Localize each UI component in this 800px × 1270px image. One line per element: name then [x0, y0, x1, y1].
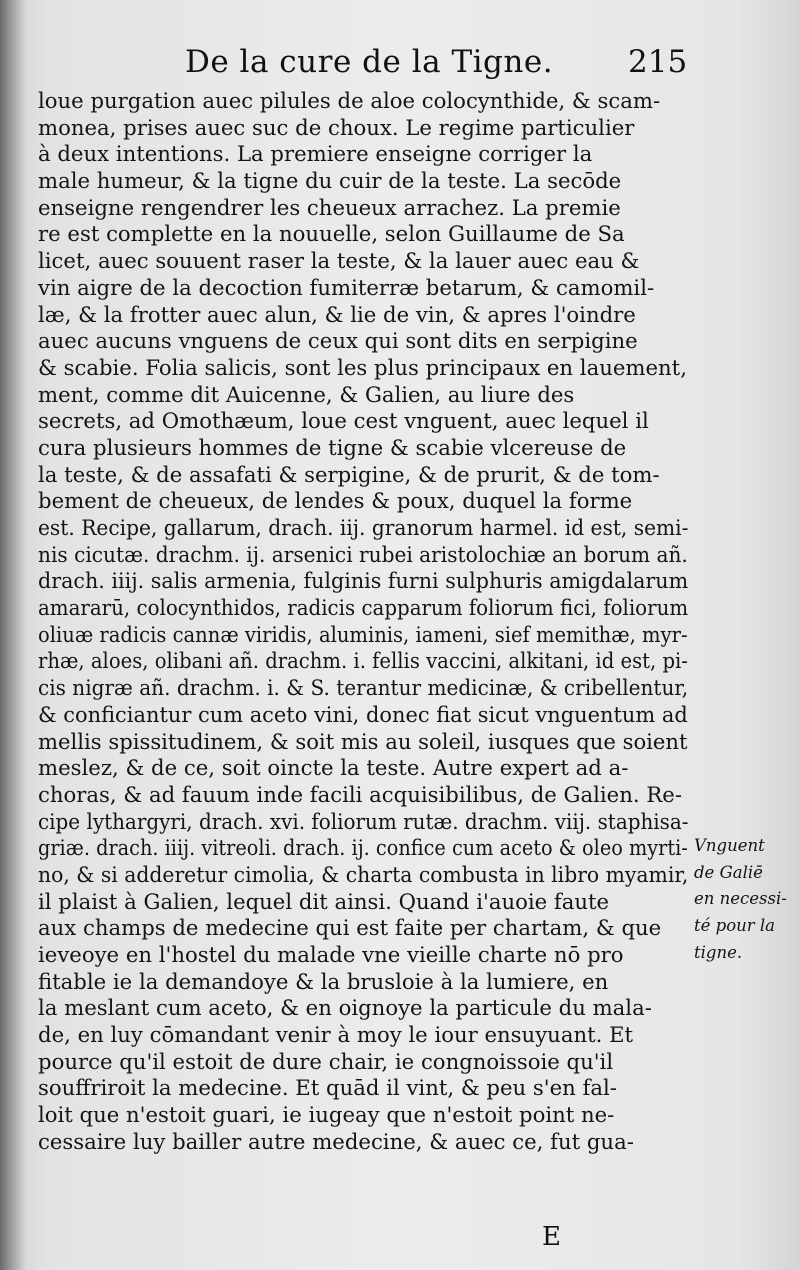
text-line: no, & si adderetur cimolia, & charta combusta in libro myamir,: [38, 861, 689, 887]
text-line: est. Recipe, gallarum, drach. iij. granorum harmel. id est, semi-: [38, 515, 689, 540]
text-line: amararū, colocynthidos, radicis capparum foliorum fici, foliorum: [38, 595, 689, 621]
text-line: fitable ie la demandoye & la brusloie à la lumiere, en: [38, 968, 609, 994]
text-line: mellis spissitudinem, & soit mis au soleil, iusques que soient: [38, 728, 688, 754]
page-gutter-shadow: [0, 0, 26, 1270]
text-line: male humeur, & la tigne du cuir de la teste. La secōde: [38, 168, 622, 194]
text-line: ieveoye en l'hostel du malade vne vieille charte nō pro: [38, 942, 624, 967]
text-line: à deux intentions. La premiere enseigne corriger la: [38, 141, 593, 167]
text-line: & scabie. Folia salicis, sont les plus principaux en lauement,: [38, 354, 687, 380]
margin-note: [694, 833, 798, 966]
text-line: souffriroit la medecine. Et quād il vint, & peu s'en fal-: [38, 1075, 617, 1101]
text-line: choras, & ad fauum inde facili acquisibilibus, de Galien. Re-: [38, 781, 682, 807]
text-line: drach. iiij. salis armenia, fulginis furni sulphuris amigdalarum: [38, 568, 689, 594]
text-line: il plaist à Galien, lequel dit ainsi. Quand i'auoie faute: [38, 888, 610, 914]
text-line: secrets, ad Omothæum, loue cest vnguent, auec lequel il: [38, 408, 649, 434]
margin-note-line: en necessi-: [694, 889, 787, 909]
text-line: monea, prises auec suc de choux. Le regime particulier: [38, 114, 635, 140]
text-line: pource qu'il estoit de dure chair, ie congnoissoie qu'il: [38, 1048, 614, 1074]
margin-note-line: de Galiē: [694, 862, 763, 882]
margin-note-line: té pour la: [694, 916, 776, 936]
text-line: la meslant cum aceto, & en oignoye la particule du mala-: [38, 995, 652, 1021]
page-header: [0, 44, 800, 90]
text-line: aux champs de medecine qui est faite per chartam, & que: [38, 915, 662, 941]
text-line: ment, comme dit Auicenne, & Galien, au liure des: [38, 381, 575, 407]
text-line: cura plusieurs hommes de tigne & scabie vlcereuse de: [38, 434, 627, 460]
text-line: cipe lythargyri, drach. xvi. foliorum rutæ. drachm. viij. staphisa-: [38, 808, 689, 834]
margin-note-line: tigne.: [694, 942, 743, 962]
text-line: licet, auec souuent raser la teste, & la lauer auec eau &: [38, 248, 640, 274]
text-line: cis nigræ añ. drachm. i. & S. terantur medicinæ, & cribellentur,: [38, 675, 689, 701]
running-title: De la cure de la Tigne.: [185, 44, 554, 80]
text-line: re est complette en la nouuelle, selon Guillaume de Sa: [38, 221, 625, 247]
text-line: griæ. drach. iiij. vitreoli. drach. ij. confice cum aceto & oleo myrti-: [38, 835, 688, 861]
page-number: 215: [628, 44, 688, 80]
text-line: & conficiantur cum aceto vini, donec fiat sicut vnguentum ad: [38, 701, 688, 727]
text-line: enseigne rengendrer les cheueux arrachez. La premie: [38, 194, 621, 220]
text-line: oliuæ radicis cannæ viridis, aluminis, iameni, sief memithæ, myr-: [38, 621, 688, 647]
text-line: læ, & la frotter auec alun, & lie de vin, & apres l'oindre: [38, 301, 636, 327]
text-line: de, en luy cōmandant venir à moy le iour ensuyuant. Et: [38, 1022, 634, 1048]
text-line: loit que n'estoit guari, ie iugeay que n'estoit point ne-: [38, 1102, 615, 1128]
text-line: bement de cheueux, de lendes & poux, duquel la forme: [38, 488, 633, 514]
text-line: cessaire luy bailler autre medecine, & auec ce, fut gua-: [38, 1128, 634, 1154]
text-line: la teste, & de assafati & serpigine, & de prurit, & de tom-: [38, 461, 660, 487]
signature-mark: E: [542, 1222, 561, 1252]
text-line: rhæ, aloes, olibani añ. drachm. i. fellis vaccini, alkitani, id est, pi-: [38, 648, 688, 674]
text-line: nis cicutæ. drachm. ij. arsenici rubei aristolochiæ an borum añ.: [38, 541, 688, 567]
text-line: loue purgation auec pilules de aloe colocynthide, & scam-: [38, 88, 661, 113]
text-line: vin aigre de la decoction fumiterræ betarum, & camomil-: [38, 274, 655, 300]
margin-note-line: Vnguent: [694, 836, 765, 855]
text-line: meslez, & de ce, soit oincte la teste. Autre expert ad a-: [38, 755, 629, 781]
body-text: [38, 88, 688, 1156]
text-line: auec aucuns vnguens de ceux qui sont dits en serpigine: [38, 328, 638, 354]
